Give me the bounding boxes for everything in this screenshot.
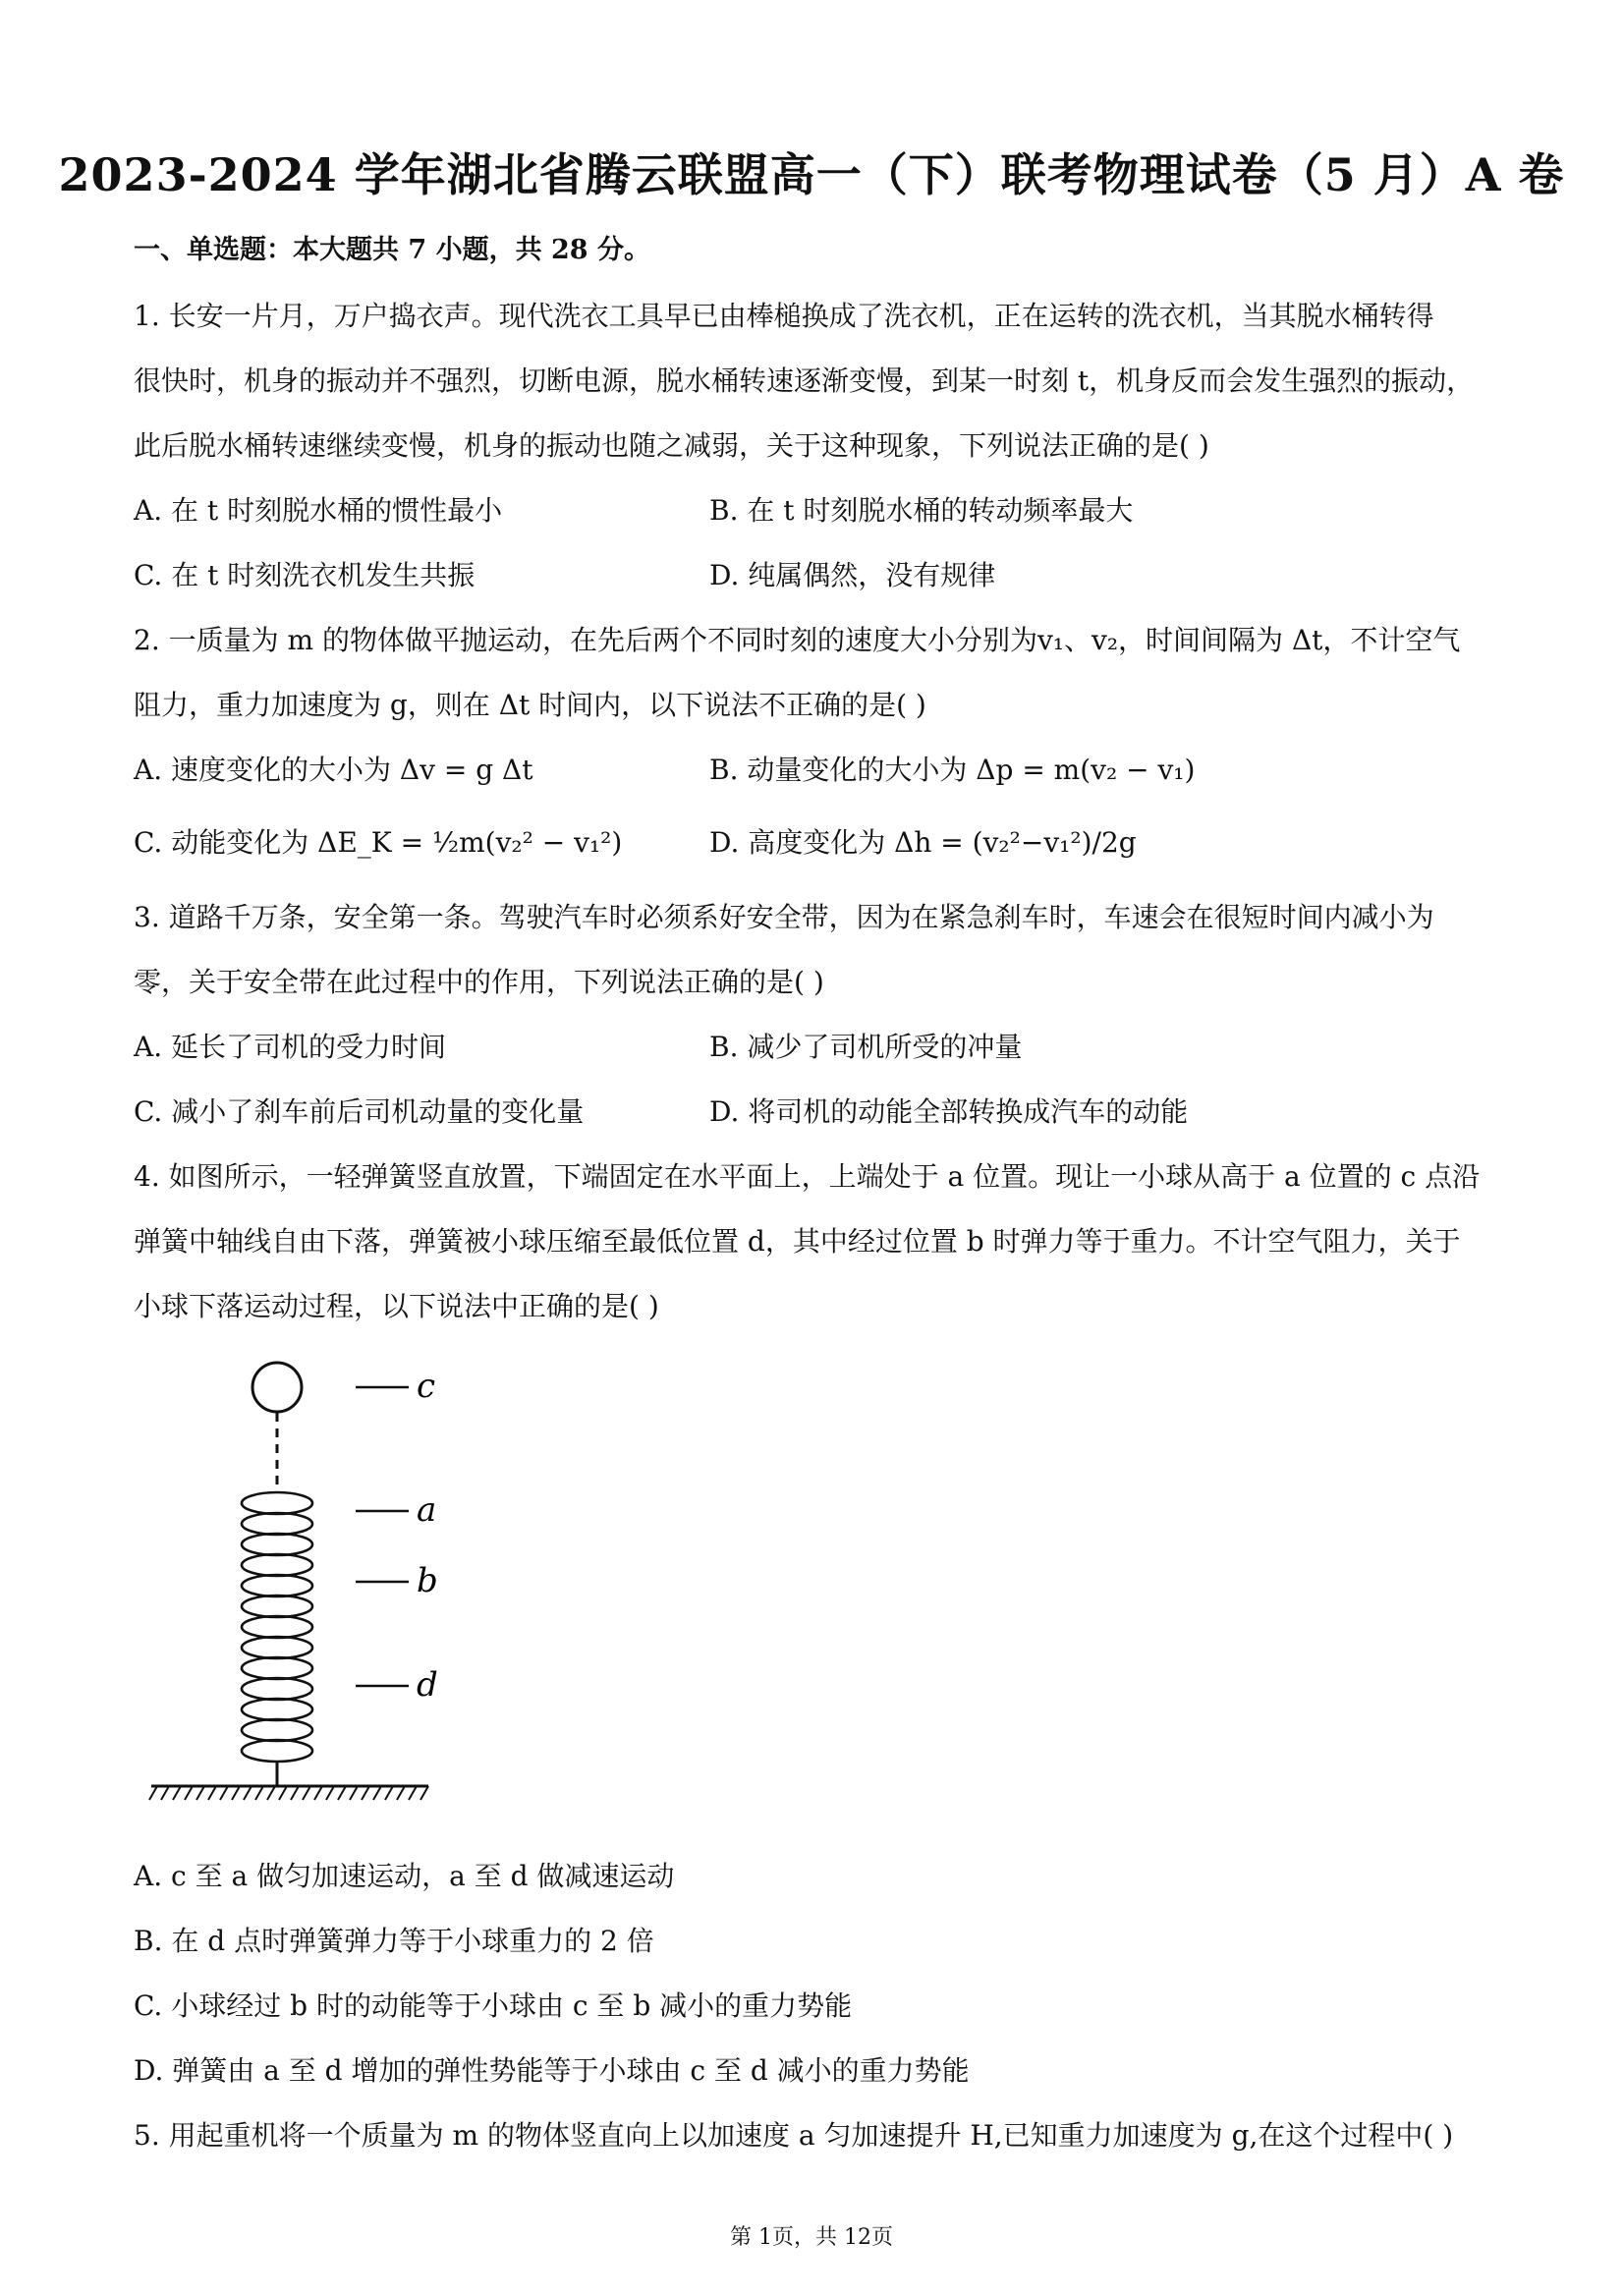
q3-option-b: B. 减少了司机所受的冲量 xyxy=(709,1031,1023,1063)
label-c: c xyxy=(417,1367,436,1406)
q3-option-a: A. 延长了司机的受力时间 xyxy=(134,1031,447,1063)
q4-option-d: D. 弹簧由 a 至 d 增加的弹性势能等于小球由 c 至 d 减小的重力势能 xyxy=(134,2054,970,2087)
q3-line-2: 零，关于安全带在此过程中的作用，下列说法正确的是( ) xyxy=(134,966,824,998)
spring-figure xyxy=(138,1346,472,1827)
q5-line-1: 5. 用起重机将一个质量为 m 的物体竖直向上以加速度 a 匀加速提升 H,已知重力加速度为 g,在这个过程中( ) xyxy=(134,2119,1454,2152)
q2-line-1: 2. 一质量为 m 的物体做平抛运动，在先后两个不同时刻的速度大小分别为v₁、v₂，时间间隔为 Δt，不计空气 xyxy=(134,624,1461,656)
q3-line-1: 3. 道路千万条，安全第一条。驾驶汽车时必须系好安全带，因为在紧急刹车时，车速会在很短时间内减小为 xyxy=(134,901,1434,933)
q3-option-c: C. 减小了刹车前后司机动量的变化量 xyxy=(134,1095,585,1128)
label-b: b xyxy=(417,1561,438,1600)
q2-option-b: B. 动量变化的大小为 Δp = m(v₂ − v₁) xyxy=(709,754,1196,786)
label-a: a xyxy=(417,1490,437,1530)
q4-option-b: B. 在 d 点时弹簧弹力等于小球重力的 2 倍 xyxy=(134,1925,654,1957)
q2-option-a: A. 速度变化的大小为 Δv = g Δt xyxy=(134,754,533,786)
q2-line-2: 阻力，重力加速度为 g，则在 Δt 时间内，以下说法不正确的是( ) xyxy=(134,689,926,721)
q1-option-a: A. 在 t 时刻脱水桶的惯性最小 xyxy=(134,494,503,527)
ground-hatching xyxy=(149,1786,428,1800)
q1-line-1: 1. 长安一片月，万户捣衣声。现代洗衣工具早已由棒槌换成了洗衣机，正在运转的洗衣机，当其脱水桶转得 xyxy=(134,300,1434,332)
q3-option-d: D. 将司机的动能全部转换成汽车的动能 xyxy=(709,1095,1189,1128)
q1-option-c: C. 在 t 时刻洗衣机发生共振 xyxy=(134,559,476,591)
label-d: d xyxy=(417,1665,438,1705)
spring-coil xyxy=(242,1492,312,1762)
q4-option-a: A. c 至 a 做匀加速运动，a 至 d 做减速运动 xyxy=(134,1860,675,1892)
q4-line-1: 4. 如图所示，一轻弹簧竖直放置，下端固定在水平面上，上端处于 a 位置。现让一小球从高于 a 位置的 c 点沿 xyxy=(134,1160,1481,1193)
q2-option-c: C. 动能变化为 ΔE_K = ½m(v₂² − v₁²) xyxy=(134,826,623,859)
section-heading: 一、单选题：本大题共 7 小题，共 28 分。 xyxy=(134,235,650,265)
q4-line-2: 弹簧中轴线自由下落，弹簧被小球压缩至最低位置 d，其中经过位置 b 时弹力等于重力。不计空气阻力，关于 xyxy=(134,1225,1461,1258)
page-footer: 第 1页，共 12页 xyxy=(730,2225,893,2250)
q1-option-b: B. 在 t 时刻脱水桶的转动频率最大 xyxy=(709,494,1134,527)
q4-option-c: C. 小球经过 b 时的动能等于小球由 c 至 b 减小的重力势能 xyxy=(134,1989,853,2022)
q2-option-d: D. 高度变化为 Δh = (v₂²−v₁²)/2g xyxy=(709,826,1137,859)
q1-option-d: D. 纯属偶然，没有规律 xyxy=(709,559,996,591)
q1-line-3: 此后脱水桶转速继续变慢，机身的振动也随之减弱，关于这种现象，下列说法正确的是( ) xyxy=(134,429,1209,462)
q4-line-3: 小球下落运动过程，以下说法中正确的是( ) xyxy=(134,1290,659,1322)
q1-line-2: 很快时，机身的振动并不强烈，切断电源，脱水桶转速逐渐变慢，到某一时刻 t，机身反而会发生强烈的振动， xyxy=(134,364,1475,397)
page-title: 2023-2024 学年湖北省腾云联盟高一（下）联考物理试卷（5 月）A 卷 xyxy=(58,148,1565,201)
ball-circle xyxy=(252,1363,302,1412)
